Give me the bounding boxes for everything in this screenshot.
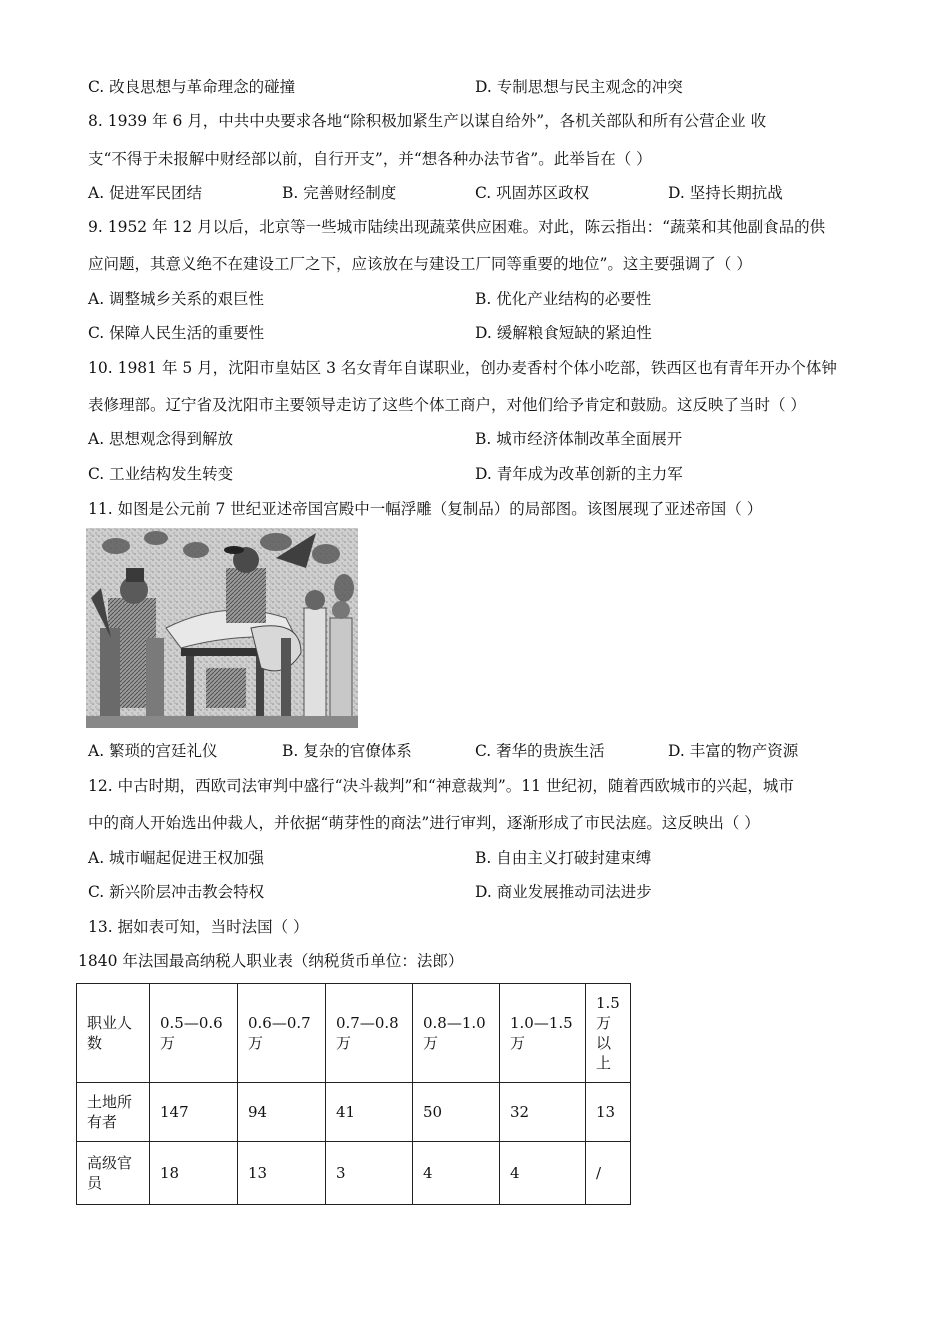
table-cell: 147 [150,1083,238,1142]
table-cell: / [586,1142,631,1205]
table-header-cell: 1.0—1.5万 [500,984,586,1083]
q11-option-b: B. 复杂的官僚体系 [282,742,412,760]
table-header-cell: 0.7—0.8万 [326,984,413,1083]
table-cell: 41 [326,1083,413,1142]
q8-option-d: D. 坚持长期抗战 [668,184,783,202]
q11-option-c: C. 奢华的贵族生活 [475,742,605,760]
tax-table [76,983,631,1205]
q12-stem-line1: 12. 中古时期，西欧司法审判中盛行“决斗裁判”和“神意裁判”。11 世纪初，随着西欧城市的兴起，城市 [88,777,794,795]
table-cell: 土地所有者 [77,1083,150,1142]
q8-stem-line2: 支“不得于未报解中财经部以前，自行开支”，并“想各种办法节省”。此举旨在（ ） [88,150,652,168]
table-header-row [77,984,631,1083]
q10-stem-line2: 表修理部。辽宁省及沈阳市主要领导走访了这些个体工商户，对他们给予肯定和鼓励。这反映了当时（ ） [88,396,806,414]
table-cell: 3 [326,1142,413,1205]
q12-option-b: B. 自由主义打破封建束缚 [475,849,652,867]
table-cell: 50 [413,1083,500,1142]
q8-option-a: A. 促进军民团结 [88,184,203,202]
table-cell: 32 [500,1083,586,1142]
table-cell: 13 [586,1083,631,1142]
q7-option-d: D. 专制思想与民主观念的冲突 [475,78,683,96]
table-row [77,1083,631,1142]
q9-stem-line2: 应问题，其意义绝不在建设工厂之下，应该放在与建设工厂同等重要的地位”。这主要强调了（ ） [88,255,752,273]
table-header-cell: 0.8—1.0万 [413,984,500,1083]
q12-stem-line2: 中的商人开始选出仲裁人，并依据“萌芽性的商法”进行审判，逐渐形成了市民法庭。这反映出（ ） [88,814,760,832]
q8-option-b: B. 完善财经制度 [282,184,397,202]
q13-stem-line1: 13. 据如表可知，当时法国（ ） [88,918,309,936]
q12-option-c: C. 新兴阶层冲击教会特权 [88,883,265,901]
q9-stem-line1: 9. 1952 年 12 月以后，北京等一些城市陆续出现蔬菜供应困难。对此，陈云指出：“蔬菜和其他副食品的供 [88,218,826,236]
q8-option-c: C. 巩固苏区政权 [475,184,590,202]
q9-option-a: A. 调整城乡关系的艰巨性 [88,290,265,308]
q7-option-c: C. 改良思想与革命理念的碰撞 [88,78,296,96]
table-cell: 4 [413,1142,500,1205]
table-cell: 高级官员 [77,1142,150,1205]
q9-option-c: C. 保障人民生活的重要性 [88,324,265,342]
q12-option-a: A. 城市崛起促进王权加强 [88,849,265,867]
table-row [77,1142,631,1205]
q10-option-a: A. 思想观念得到解放 [88,430,234,448]
q9-option-d: D. 缓解粮食短缺的紧迫性 [475,324,652,342]
table-cell: 94 [238,1083,326,1142]
q10-stem-line1: 10. 1981 年 5 月，沈阳市皇姑区 3 名女青年自谋职业，创办麦香村个体小吃部，铁西区也有青年开办个体钟 [88,359,837,377]
q11-option-d: D. 丰富的物产资源 [668,742,799,760]
assyrian-relief-image [86,528,358,728]
table-header-cell: 0.5—0.6万 [150,984,238,1083]
table-cell: 13 [238,1142,326,1205]
q9-option-b: B. 优化产业结构的必要性 [475,290,652,308]
table-cell: 18 [150,1142,238,1205]
q11-option-a: A. 繁琐的宫廷礼仪 [88,742,218,760]
table-header-cell: 0.6—0.7万 [238,984,326,1083]
table-caption: 1840 年法国最高纳税人职业表（纳税货币单位：法郎） [78,952,464,970]
q10-option-d: D. 青年成为改革创新的主力军 [475,465,683,483]
table-cell: 4 [500,1142,586,1205]
q11-stem-line1: 11. 如图是公元前 7 世纪亚述帝国宫殿中一幅浮雕（复制品）的局部图。该图展现了亚述帝国（ ） [88,500,763,518]
table-header-cell: 1.5万以上 [586,984,631,1083]
q10-option-b: B. 城市经济体制改革全面展开 [475,430,683,448]
q8-stem-line1: 8. 1939 年 6 月，中共中央要求各地“除积极加紧生产以谋自给外”，各机关部队和所有公营企业 收 [88,112,767,130]
q10-option-c: C. 工业结构发生转变 [88,465,234,483]
table-header-cell: 职业人数 [77,984,150,1083]
q12-option-d: D. 商业发展推动司法进步 [475,883,652,901]
